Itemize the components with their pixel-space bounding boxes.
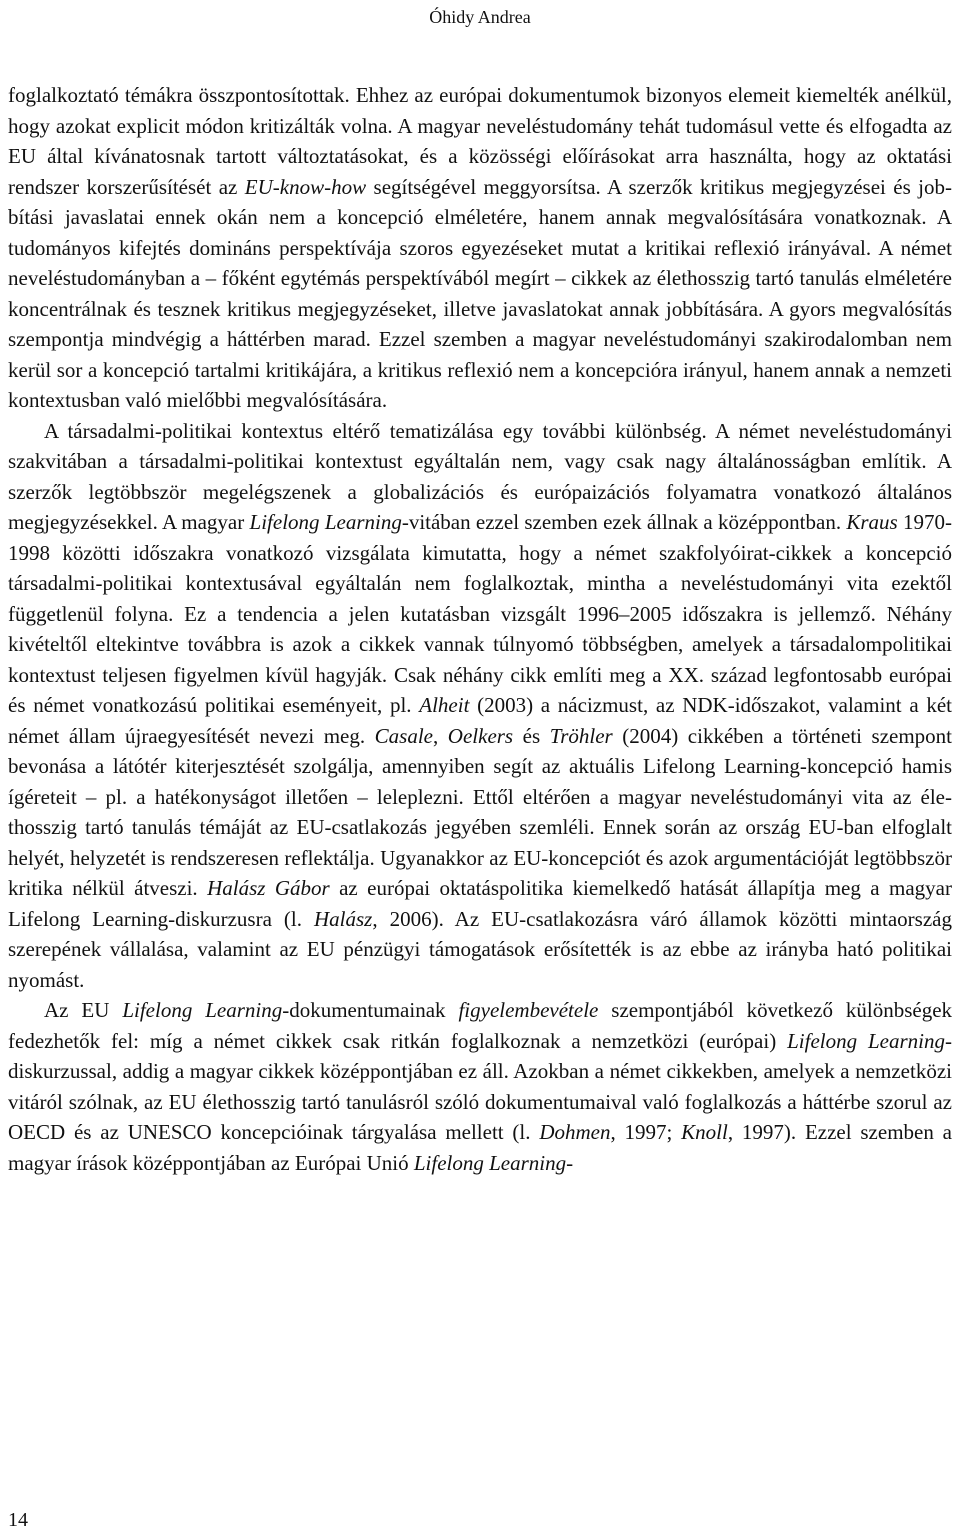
paragraph-3 [8, 995, 952, 1178]
text-segment: segítségével meggyorsítsa. A szerzők kritikus megjegyzései és jobbítási javaslatai ennek okán nem a koncepció elméletére, hanem annak megvalósítására vonatkoznak. A tudományos kifejtés domináns perspektívája szoros egyezéseket mutat a kritikai reflexió irányával. A német neveléstudományban a – főként egytémás perspektívából megírt – cikkek az élethosszig tartó tanulás elméletére koncentrálnak és tesznek kritikus megjegyzéseket, illetve javaslatokat annak jobbítására. A gyors megvalósítás szempontja mindvégig a háttérben marad. Ezzel szemben a magyar neveléstudományi szakirodalomban nem kerül sor a koncepció tartalmi kritikájára, a kritikus reflexió nem a koncepcióra irányul, hanem annak a nemzeti kontextusban való mielőbbi megvalósítására. [8, 174, 952, 412]
paragraph-2 [8, 416, 952, 996]
text-segment: , [433, 723, 448, 748]
text-segment: foglalkoztató témákra összpontosítottak. Ehhez az európai dokumentumok bizonyos elemeit kiemelték anélkül, hogy azokat explicit módon kritizálták volna. A magyar neveléstudomány tehát tudomásul vette és elfogadta az EU által kívánatosnak tartott változtatásokat, és a közösségi előírásokat arra használta, hogy az oktatási rendszer korszerűsítését az [8, 83, 952, 199]
italic-text-segment: Tröhler [549, 723, 613, 748]
italic-text-segment: figyelembevétele [458, 998, 599, 1022]
text-segment: -dokumentumainak [282, 998, 459, 1022]
italic-text-segment: Casale [374, 723, 433, 748]
text-segment: -vitában ezzel szemben ezek állnak a középpontban. [401, 510, 847, 534]
italic-text-segment: Kraus [846, 510, 898, 534]
text-segment: az európai oktatáspolitika kiemelkedő hatását állapítja meg a magyar Lifelong Learning-diskurzusra (l. [8, 876, 952, 931]
italic-text-segment: Halász Gábor [207, 876, 330, 900]
paragraph-1 [8, 80, 952, 416]
italic-text-segment: Lifelong Learning [249, 510, 402, 534]
text-segment: -diskurzussal, addig a magyar cikkek középpontjában ez áll. Azokban a német cikkekben, amelyek a nemzetközi vitáról szólnak, az EU élethosszig tartó tanulásról szóló dokumentumaival való foglalkozás a háttérbe szorul az OECD és az UNESCO koncepcióinak tárgyalása mellett (l. [8, 1028, 952, 1144]
italic-text-segment: Lifelong Learning- [413, 1150, 574, 1175]
body-text [8, 80, 952, 1178]
italic-text-segment: EU-know-how [244, 174, 367, 199]
text-segment: (2004) cikkében a történeti szempont bevonása a látótér kiterjesztését szolgálja, amennyiben segít az aktuális Lifelong Learning-koncepció hamis ígéreteit – pl. a hatékonyságot illetően – leleplezni. Ettől eltérően a magyar neveléstudományi vita az élethosszig tartó tanulás témáját az EU-csatlakozás jegyében szemléli. Ennek során az ország EU-ban elfoglalt helyét, helyzetét is rendszeresen reflektálja. Ugyanakkor az EU-koncepciót és azok argumentációját legtöbbször kritika nélkül átveszi. [8, 723, 953, 900]
italic-text-segment: Knoll [681, 1120, 728, 1144]
text-segment: és [513, 723, 550, 748]
text-segment: (2003) a nácizmust, az NDK-időszakot, valamint a két német állam újraegyesítését nevezi meg. [8, 693, 953, 748]
text-segment: 1970-1998 közötti időszakra vonatkozó vizsgálata kimutatta, hogy a német szakfolyóirat-cikkek a koncepció társadalmi-politikai kontextusával egyáltalán nem foglalkoztak, mintha a neveléstudományi vita ezektől függetlenül folyna. Ez a tendencia a jelen kutatásban vizsgált 1996–2005 időszakra is jellemző. Néhány kivételtől eltekintve továbbra is azok a cikkek vannak túlnyomó többségben, amelyek a társadalompolitikai kontextust teljesen figyelmen kívül hagyják. Csak néhány cikk említi meg a XX. század legfontosabb európai és német vonatkozású politikai eseményeit, pl. [8, 510, 952, 717]
italic-text-segment: Alheit [419, 693, 470, 717]
text-segment: , 1997). Ezzel szemben a magyar írások középpontjában az Európai Unió [8, 1120, 952, 1175]
italic-text-segment: Oelkers [447, 723, 514, 748]
running-header: Óhidy Andrea [429, 7, 531, 27]
text-segment: A társadalmi-politikai kontextus eltérő tematizálása egy további különbség. A német neveléstudományi szakvitában a társadalmi-politikai kontextust egyáltalán nem, vagy csak nagy általánosságban említik. A szerzők legtöbbször megelégszenek a globalizációs és európaizációs folyamatra vonatkozó általános megjegyzésekkel. A magyar [8, 418, 952, 534]
italic-text-segment: Dohmen [539, 1120, 611, 1144]
italic-text-segment: Lifelong Learning [122, 998, 283, 1022]
italic-text-segment: Lifelong Learning [787, 1028, 945, 1053]
text-segment: , 2006). Az EU-csatlakozásra váró államok közötti mintaország szerepének vállalása, valamint az EU pénzügyi támogatások erősítették is az ebbe az irányba ható politikai nyomást. [8, 906, 952, 992]
text-segment: szempontjából következő különbségek fedezhetők fel: míg a német cikkek csak ritkán foglalkoznak a nemzetközi (európai) [8, 998, 953, 1053]
italic-text-segment: Halász [313, 906, 373, 931]
page-number: 14 [8, 1509, 28, 1531]
text-segment: , 1997; [610, 1120, 682, 1144]
text-segment: Az EU [44, 998, 123, 1022]
